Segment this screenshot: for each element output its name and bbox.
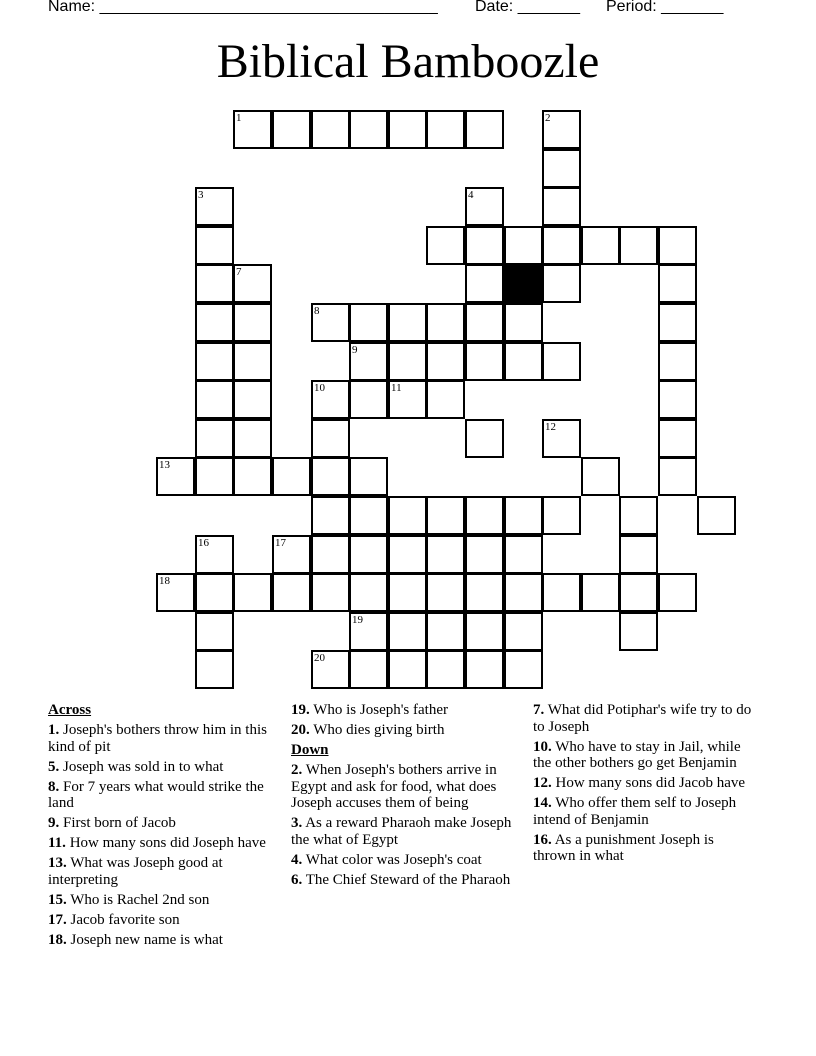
grid-cell[interactable] <box>233 110 272 149</box>
grid-cell[interactable] <box>504 573 543 612</box>
clue-label: 9. <box>48 815 60 831</box>
across-clue <box>48 779 272 812</box>
grid-cell[interactable] <box>697 496 736 535</box>
down-clue <box>291 762 527 812</box>
grid-cell[interactable] <box>465 650 504 689</box>
clue-text: What color was Joseph's coat <box>305 851 482 868</box>
grid-cell[interactable] <box>349 612 388 651</box>
grid-cell[interactable] <box>542 187 581 226</box>
grid-cell[interactable] <box>542 419 581 458</box>
down-clue <box>533 739 755 772</box>
grid-cell[interactable] <box>195 342 234 381</box>
grid-cell[interactable] <box>349 342 388 381</box>
across-clue <box>48 855 272 888</box>
grid-cell[interactable] <box>465 535 504 574</box>
clue-number: 10 <box>314 382 325 394</box>
grid-cell[interactable] <box>619 612 658 651</box>
grid-cell[interactable] <box>542 226 581 265</box>
clue-label: 17. <box>48 911 67 928</box>
clue-label: 12. <box>533 775 552 791</box>
grid-cell[interactable] <box>426 342 465 381</box>
across-clue <box>48 912 272 929</box>
grid-cell[interactable] <box>349 457 388 496</box>
grid-cell[interactable] <box>426 226 465 265</box>
grid-cell[interactable] <box>542 573 581 612</box>
grid-cell[interactable] <box>195 303 234 342</box>
clue-number: 19 <box>352 614 363 626</box>
grid-cell[interactable] <box>311 110 350 149</box>
grid-cell[interactable] <box>465 342 504 381</box>
grid-cell[interactable] <box>581 573 620 612</box>
grid-cell[interactable] <box>349 496 388 535</box>
grid-cell[interactable] <box>349 573 388 612</box>
grid-cell[interactable] <box>426 380 465 419</box>
grid-cell[interactable] <box>388 496 427 535</box>
across-clue <box>48 892 272 909</box>
clue-label: 18. <box>48 931 67 948</box>
grid-cell[interactable] <box>581 226 620 265</box>
clue-number: 1 <box>236 112 242 124</box>
down-clue <box>291 815 527 848</box>
grid-cell[interactable] <box>426 535 465 574</box>
grid-cell[interactable] <box>465 419 504 458</box>
across-clue <box>48 932 272 949</box>
grid-cell[interactable] <box>658 264 697 303</box>
grid-cell[interactable] <box>388 573 427 612</box>
across-clue <box>48 722 272 755</box>
grid-cell[interactable] <box>581 457 620 496</box>
down-clue <box>291 872 527 889</box>
clue-text: Who dies giving birth <box>313 722 445 738</box>
grid-cell[interactable] <box>504 496 543 535</box>
clue-text: Joseph was sold in to what <box>63 758 224 775</box>
grid-cell[interactable] <box>619 535 658 574</box>
clue-label: 19. <box>291 702 310 718</box>
grid-block <box>504 264 543 303</box>
grid-cell[interactable] <box>504 342 543 381</box>
name-field[interactable]: Name: ______________________________________ <box>48 0 438 15</box>
clue-number: 18 <box>159 575 170 587</box>
clue-text: Who offer them self to Joseph intend of Benjamin <box>533 795 737 828</box>
clue-text: Who is Joseph's father <box>313 702 448 718</box>
clue-number: 2 <box>545 112 551 124</box>
clue-number: 13 <box>159 459 170 471</box>
clue-text: When Joseph's bothers arrive in Egypt and ask for food, what does Joseph accuses them of being <box>291 762 497 811</box>
down-clue <box>533 702 755 735</box>
grid-cell[interactable] <box>311 303 350 342</box>
across-clue <box>291 722 527 739</box>
grid-cell[interactable] <box>195 457 234 496</box>
clue-number: 16 <box>198 537 209 549</box>
clue-label: 1. <box>48 722 60 738</box>
clue-label: 14. <box>533 795 552 811</box>
grid-cell[interactable] <box>311 419 350 458</box>
grid-cell[interactable] <box>465 110 504 149</box>
grid-cell[interactable] <box>156 573 195 612</box>
grid-cell[interactable] <box>349 110 388 149</box>
clue-label: 16. <box>533 831 552 848</box>
grid-cell[interactable] <box>542 342 581 381</box>
clue-number: 7 <box>236 266 242 278</box>
clue-text: Who is Rachel 2nd son <box>70 891 210 908</box>
grid-cell[interactable] <box>388 535 427 574</box>
clues-column-3 <box>533 702 755 868</box>
down-clue <box>533 795 755 828</box>
across-clue <box>48 759 272 776</box>
clue-label: 15. <box>48 891 67 908</box>
grid-cell[interactable] <box>504 535 543 574</box>
grid-cell[interactable] <box>233 342 272 381</box>
date-field[interactable]: Date: _______ <box>475 0 580 15</box>
clue-number: 4 <box>468 189 474 201</box>
clues-column-2 <box>291 702 527 892</box>
grid-cell[interactable] <box>658 380 697 419</box>
clue-label: 11. <box>48 835 66 851</box>
grid-cell[interactable] <box>619 226 658 265</box>
grid-cell[interactable] <box>426 303 465 342</box>
clue-label: 3. <box>291 815 303 831</box>
grid-cell[interactable] <box>233 264 272 303</box>
grid-cell[interactable] <box>426 650 465 689</box>
grid-cell[interactable] <box>658 226 697 265</box>
clue-text: The Chief Steward of the Pharaoh <box>305 871 511 888</box>
grid-cell[interactable] <box>311 535 350 574</box>
grid-cell[interactable] <box>465 496 504 535</box>
grid-cell[interactable] <box>426 573 465 612</box>
grid-cell[interactable] <box>272 573 311 612</box>
grid-cell[interactable] <box>619 496 658 535</box>
clue-label: 5. <box>48 758 60 775</box>
grid-cell[interactable] <box>426 612 465 651</box>
grid-cell[interactable] <box>658 573 697 612</box>
puzzle-title: Biblical Bamboozle <box>216 35 600 88</box>
clue-number: 8 <box>314 305 320 317</box>
grid-cell[interactable] <box>349 650 388 689</box>
grid-cell[interactable] <box>195 650 234 689</box>
grid-cell[interactable] <box>542 110 581 149</box>
grid-cell[interactable] <box>233 303 272 342</box>
grid-cell[interactable] <box>465 303 504 342</box>
grid-cell[interactable] <box>233 380 272 419</box>
grid-cell[interactable] <box>542 264 581 303</box>
clue-text: For 7 years what would strike the land <box>48 778 264 811</box>
clue-text: Joseph's bothers throw him in this kind of pit <box>48 722 267 755</box>
grid-cell[interactable] <box>465 187 504 226</box>
grid-cell[interactable] <box>311 650 350 689</box>
grid-cell[interactable] <box>311 573 350 612</box>
grid-cell[interactable] <box>619 573 658 612</box>
clue-label: 4. <box>291 851 303 868</box>
across-clue <box>48 835 272 852</box>
grid-cell[interactable] <box>195 380 234 419</box>
clue-text: What did Potiphar's wife try to do to Joseph <box>533 702 752 735</box>
clue-number: 17 <box>275 537 286 549</box>
clue-number: 12 <box>545 421 556 433</box>
grid-cell[interactable] <box>349 303 388 342</box>
grid-cell[interactable] <box>504 650 543 689</box>
grid-cell[interactable] <box>272 110 311 149</box>
clue-label: 10. <box>533 738 552 755</box>
grid-cell[interactable] <box>195 264 234 303</box>
grid-cell[interactable] <box>388 342 427 381</box>
clue-section-heading: Across <box>48 702 92 718</box>
clues-column-1 <box>48 702 272 952</box>
clue-number: 11 <box>391 382 402 394</box>
clue-text: Who have to stay in Jail, while the other bothers go get Benjamin <box>533 738 741 771</box>
down-clue <box>533 832 755 865</box>
clue-number: 9 <box>352 344 358 356</box>
across-clue <box>291 702 527 719</box>
grid-cell[interactable] <box>465 573 504 612</box>
grid-cell[interactable] <box>465 264 504 303</box>
grid-cell[interactable] <box>195 573 234 612</box>
grid-cell[interactable] <box>272 535 311 574</box>
grid-cell[interactable] <box>658 342 697 381</box>
clue-number: 3 <box>198 189 204 201</box>
grid-cell[interactable] <box>195 419 234 458</box>
grid-cell[interactable] <box>349 380 388 419</box>
grid-cell[interactable] <box>465 612 504 651</box>
grid-cell[interactable] <box>542 496 581 535</box>
grid-cell[interactable] <box>311 457 350 496</box>
clue-section-heading: Down <box>291 742 329 758</box>
clue-label: 13. <box>48 855 67 871</box>
grid-cell[interactable] <box>195 226 234 265</box>
grid-cell[interactable] <box>311 496 350 535</box>
grid-cell[interactable] <box>658 457 697 496</box>
grid-cell[interactable] <box>388 110 427 149</box>
grid-cell[interactable] <box>542 149 581 188</box>
grid-cell[interactable] <box>504 226 543 265</box>
down-clue <box>533 775 755 792</box>
clue-label: 2. <box>291 762 303 778</box>
grid-cell[interactable] <box>504 612 543 651</box>
grid-cell[interactable] <box>233 419 272 458</box>
grid-cell[interactable] <box>658 419 697 458</box>
clue-text: First born of Jacob <box>63 815 176 831</box>
clue-label: 6. <box>291 871 303 888</box>
clue-text: As a reward Pharaoh make Joseph the what of Egypt <box>291 815 512 848</box>
grid-cell[interactable] <box>658 303 697 342</box>
grid-cell[interactable] <box>195 535 234 574</box>
grid-cell[interactable] <box>465 226 504 265</box>
grid-cell[interactable] <box>426 496 465 535</box>
clue-text: As a punishment Joseph is thrown in what <box>533 831 714 864</box>
grid-cell[interactable] <box>504 303 543 342</box>
grid-cell[interactable] <box>233 573 272 612</box>
clue-text: Joseph new name is what <box>70 931 223 948</box>
clue-text: What was Joseph good at interpreting <box>48 855 223 888</box>
grid-cell[interactable] <box>349 535 388 574</box>
clue-label: 20. <box>291 722 310 738</box>
clue-text: How many sons did Joseph have <box>69 835 266 851</box>
grid-cell[interactable] <box>233 457 272 496</box>
grid-cell[interactable] <box>311 380 350 419</box>
grid-cell[interactable] <box>388 650 427 689</box>
down-clue <box>291 852 527 869</box>
grid-cell[interactable] <box>195 187 234 226</box>
grid-cell[interactable] <box>388 612 427 651</box>
clue-number: 20 <box>314 652 325 664</box>
period-field[interactable]: Period: _______ <box>606 0 724 15</box>
grid-cell[interactable] <box>156 457 195 496</box>
clue-text: Jacob favorite son <box>70 911 180 928</box>
grid-cell[interactable] <box>426 110 465 149</box>
grid-cell[interactable] <box>388 380 427 419</box>
clue-label: 7. <box>533 702 545 718</box>
grid-cell[interactable] <box>388 303 427 342</box>
across-clue <box>48 815 272 832</box>
clue-label: 8. <box>48 778 60 795</box>
grid-cell[interactable] <box>272 457 311 496</box>
grid-cell[interactable] <box>195 612 234 651</box>
clue-text: How many sons did Jacob have <box>555 775 746 791</box>
